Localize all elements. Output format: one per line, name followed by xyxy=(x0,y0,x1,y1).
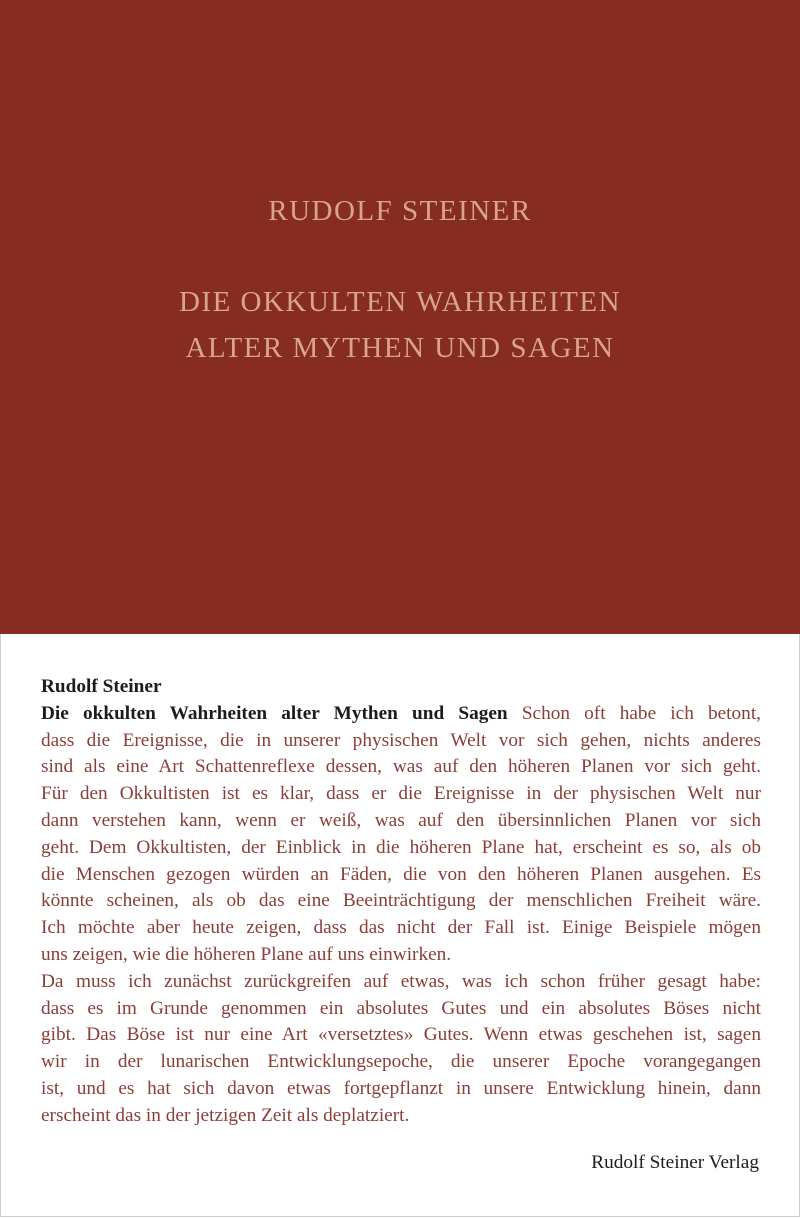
publisher-name: Rudolf Steiner Verlag xyxy=(591,1152,759,1173)
blurb-title: Die okkulten Wahrheiten alter Mythen und Sagen xyxy=(41,702,508,724)
blurb-line: wir in der lunarischen Entwicklungsepoche, die unserer Epoche vorangegangen xyxy=(41,1051,761,1073)
blurb-line: die Menschen gezogen würden an Fäden, die von den höheren Planen ausgehen. Es xyxy=(41,863,761,885)
blurb-line: dann verstehen kann, wenn er weiß, was auf den übersinnlichen Planen vor sich xyxy=(41,809,761,831)
blurb-line: ist, und es hat sich davon etwas fortgepflanzt in unsere Entwicklung hinein, dann xyxy=(41,1077,761,1099)
blurb-line: sind als eine Art Schattenreflexe dessen, was auf den höheren Planen vor sich geht. xyxy=(41,756,761,778)
cover-title-line-1: DIE OKKULTEN WAHRHEITEN xyxy=(178,286,622,318)
blurb-author: Rudolf Steiner xyxy=(41,676,162,697)
blurb-line: dass die Ereignisse, die in unserer physischen Welt vor sich gehen, nichts anderes xyxy=(41,729,761,751)
cover-author: RUDOLF STEINER xyxy=(268,195,532,227)
blurb-para-end: uns zeigen, wie die höheren Plane auf uns einwirken. xyxy=(41,943,452,965)
cover-title xyxy=(0,279,800,371)
blurb-line: dass es im Grunde genommen ein absolutes Gutes und ein absolutes Böses nicht xyxy=(41,997,761,1019)
blurb-line: gibt. Das Böse ist nur eine Art «versetztes» Gutes. Wenn etwas geschehen ist, sagen xyxy=(41,1024,761,1046)
cover-title-line-2: ALTER MYTHEN UND SAGEN xyxy=(185,332,615,364)
blurb-line: könnte scheinen, als ob das eine Beeinträchtigung der menschlichen Freiheit wäre. xyxy=(41,890,761,912)
blurb-first-line xyxy=(41,701,761,728)
blurb-text xyxy=(41,674,761,1130)
blurb-line: geht. Dem Okkultisten, der Einblick in die höheren Plane hat, erscheint es so, als ob xyxy=(41,836,761,858)
blurb-last-line: erscheint das in der jetzigen Zeit als deplatziert. xyxy=(41,1104,410,1126)
blurb-first-line-tail: Schon oft habe ich betont, xyxy=(521,702,762,724)
blurb-line: Für den Okkultisten ist es klar, dass er die Ereignisse in der physischen Welt nur xyxy=(41,783,761,805)
blurb-line: Da muss ich zunächst zurückgreifen auf etwas, was ich schon früher gesagt habe: xyxy=(41,970,761,992)
blurb-line: Ich möchte aber heute zeigen, dass das nicht der Fall ist. Einige Beispiele mögen xyxy=(41,917,761,939)
